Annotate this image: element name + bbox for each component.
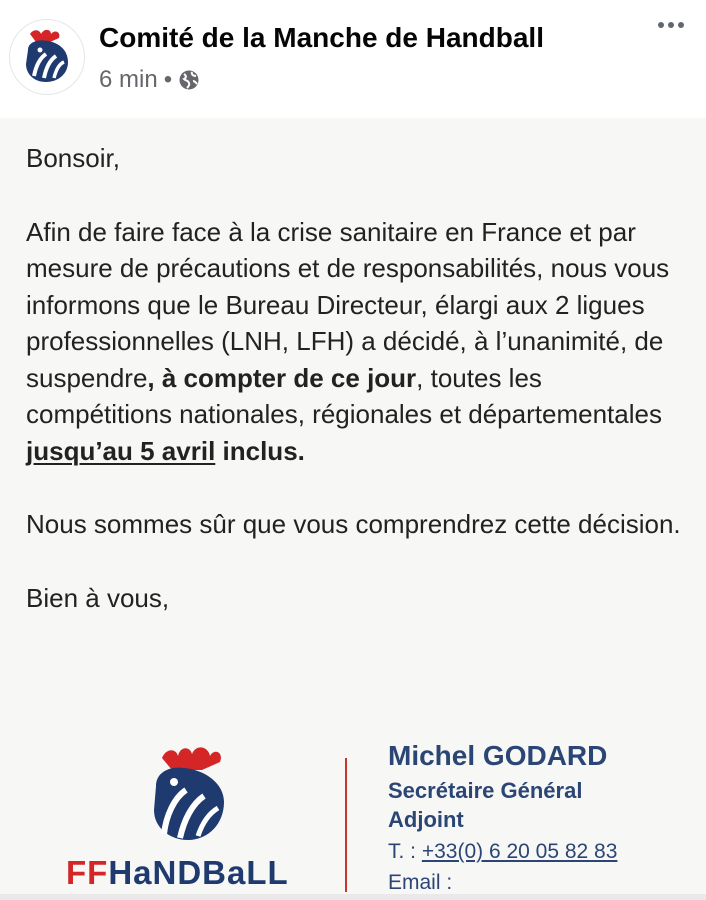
letter-greeting: Bonsoir, [26, 143, 120, 173]
phone-link[interactable]: +33(0) 6 20 05 82 83 [421, 840, 618, 863]
paragraph-main-bold-underlined: jusqu’au 5 avril [26, 435, 216, 466]
paragraph-main-bold-end: inclus. [215, 435, 305, 466]
letter-image [0, 118, 706, 900]
page-name[interactable]: Comité de la Manche de Handball [99, 22, 544, 53]
letter-body [26, 140, 686, 616]
ffhandball-brand [66, 854, 289, 892]
paragraph-main-text: Afin de faire face à la crise sanitaire en France et par mesure de précautions et de responsabilités, nous vous informons que le Bureau Directeur, élargi aux 2 ligues professionnelles (LNH, LFH) a décidé, à l’unanimité, de suspendre [26, 216, 670, 393]
letter-paragraph-second: Nous sommes sûr que vous comprendrez cette décision. [26, 509, 681, 539]
paragraph-main-text-2: , toutes les compétitions nationales, régionales et départementales [26, 362, 662, 429]
signature-divider [345, 758, 347, 892]
meta-separator: • [163, 66, 173, 93]
ffhandball-rooster-avatar-icon [10, 20, 84, 94]
signature-block [0, 730, 706, 900]
signature-email-label: Email : [388, 871, 453, 894]
signature-name: Michel GODARD [388, 740, 608, 771]
paragraph-main-bold: , à compter de ce jour [147, 362, 417, 393]
letter-paragraph-main [26, 214, 686, 470]
post-time[interactable]: 6 min [99, 66, 158, 93]
signature-title: Secrétaire Général Adjoint [388, 778, 583, 832]
letter-closing: Bien à vous, [26, 582, 170, 613]
globe-icon[interactable] [178, 69, 200, 91]
post-header [0, 0, 706, 118]
post-bottom-border [0, 894, 706, 900]
more-options-icon[interactable] [658, 22, 684, 28]
post-meta [99, 66, 200, 94]
ffhandball-rooster-logo-icon [140, 736, 240, 846]
brand-handball: HaNDBaLL [108, 854, 289, 891]
signature-phone [388, 840, 617, 864]
brand-ff: FF [66, 854, 109, 891]
page-avatar[interactable] [9, 19, 85, 95]
phone-label: T. : [388, 840, 422, 863]
